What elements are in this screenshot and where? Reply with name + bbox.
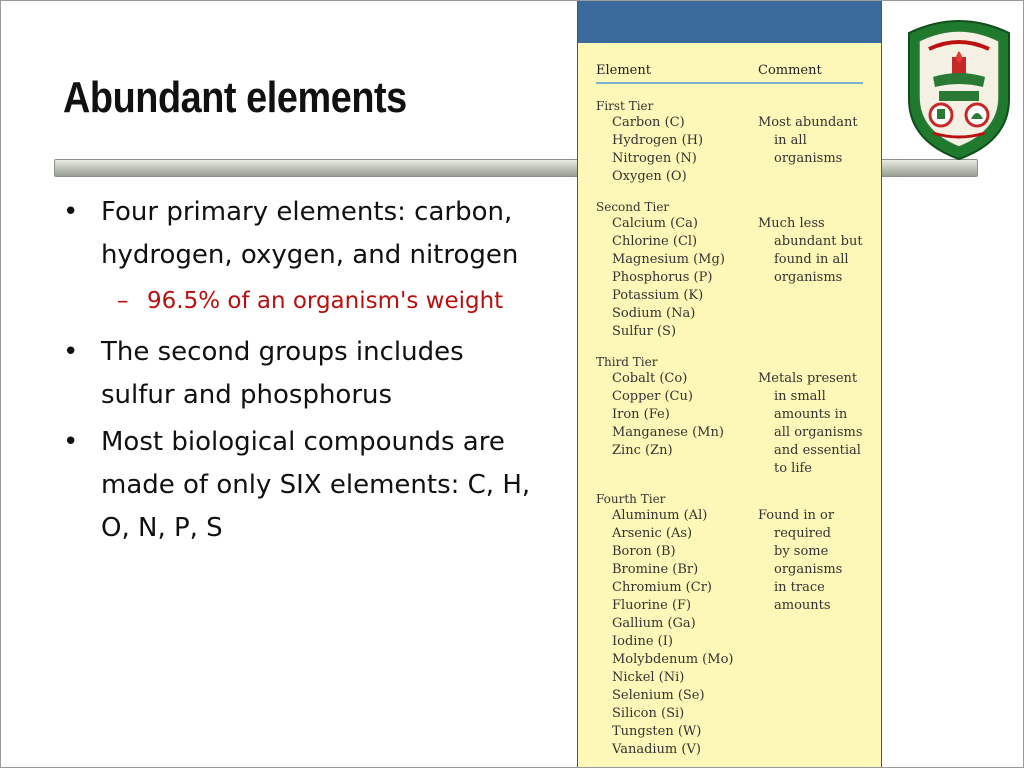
- comment-line: Much less: [758, 216, 825, 231]
- element-name: Copper (Cu): [612, 389, 693, 404]
- element-name: Chlorine (Cl): [612, 234, 698, 249]
- slide-title: Abundant elements: [63, 73, 407, 122]
- comment-line: and essential: [774, 443, 861, 458]
- element-name: Tungsten (W): [612, 724, 702, 739]
- element-name: Zinc (Zn): [612, 443, 673, 458]
- element-name: Carbon (C): [612, 115, 685, 130]
- element-name: Calcium (Ca): [612, 216, 698, 231]
- element-name: Fluorine (F): [612, 598, 692, 613]
- comment-line: to life: [774, 461, 813, 476]
- element-name: Molybdenum (Mo): [612, 652, 734, 667]
- element-name: Phosphorus (P): [612, 270, 713, 285]
- comment-line: found in all: [774, 252, 849, 267]
- comment-line: by some: [774, 544, 829, 559]
- element-table: [577, 1, 882, 768]
- comment-line: Metals present: [758, 371, 858, 386]
- tier-heading: Second Tier: [596, 200, 670, 214]
- element-name: Nitrogen (N): [612, 151, 697, 166]
- table-header-band: [578, 1, 881, 43]
- comment-line: amounts: [774, 598, 831, 613]
- bullet-list: [61, 191, 531, 554]
- bullet-dot-icon: •: [63, 197, 79, 227]
- column-header-element: Element: [596, 63, 651, 78]
- comment-line: organisms: [774, 270, 843, 285]
- header-rule: [596, 82, 863, 84]
- bullet-dot-icon: •: [63, 427, 79, 457]
- element-name: Potassium (K): [612, 288, 704, 303]
- comment-line: in trace: [774, 580, 825, 595]
- bullet-text: Four primary elements: carbon, hydrogen, oxygen, and nitrogen: [101, 197, 519, 270]
- comment-line: organisms: [774, 562, 843, 577]
- element-name: Bromine (Br): [612, 562, 699, 577]
- comment-line: amounts in: [774, 407, 848, 422]
- bullet-item: [61, 191, 531, 277]
- comment-line: in all: [774, 133, 807, 148]
- tier-heading: Fourth Tier: [596, 492, 666, 506]
- element-name: Selenium (Se): [612, 688, 705, 703]
- element-name: Chromium (Cr): [612, 580, 712, 595]
- element-name: Hydrogen (H): [612, 133, 704, 148]
- dash-icon: –: [117, 288, 129, 314]
- bullet-text: Most biological compounds are made of only SIX elements: C, H, O, N, P, S: [101, 427, 531, 543]
- comment-line: organisms: [774, 151, 843, 166]
- element-name: Sodium (Na): [612, 306, 696, 321]
- comment-line: required: [774, 526, 831, 541]
- bullet-text: The second groups includes sulfur and phosphorus: [101, 337, 464, 410]
- element-name: Sulfur (S): [612, 324, 677, 339]
- element-name: Vanadium (V): [612, 742, 701, 757]
- element-name: Silicon (Si): [612, 706, 685, 721]
- element-name: Iodine (I): [612, 634, 673, 649]
- tier-heading: Third Tier: [596, 355, 658, 369]
- sub-bullet-item: [61, 281, 531, 321]
- comment-line: in small: [774, 389, 826, 404]
- comment-line: Most abundant: [758, 115, 858, 130]
- element-name: Cobalt (Co): [612, 371, 688, 386]
- bullet-item: [61, 331, 531, 417]
- comment-line: abundant but: [774, 234, 863, 249]
- tier-heading: First Tier: [596, 99, 654, 113]
- element-name: Gallium (Ga): [612, 616, 696, 631]
- sub-bullet-text: 96.5% of an organism's weight: [147, 288, 504, 314]
- element-name: Oxygen (O): [612, 169, 687, 184]
- element-name: Arsenic (As): [612, 526, 693, 541]
- element-name: Boron (B): [612, 544, 676, 559]
- bullet-dot-icon: •: [63, 337, 79, 367]
- bullet-item: [61, 421, 531, 550]
- element-name: Nickel (Ni): [612, 670, 685, 685]
- column-header-comment: Comment: [758, 63, 822, 78]
- element-name: Iron (Fe): [612, 407, 670, 422]
- element-name: Manganese (Mn): [612, 425, 724, 440]
- university-logo-icon: [903, 11, 1015, 163]
- comment-line: Found in or: [758, 508, 835, 523]
- comment-line: all organisms: [774, 425, 863, 440]
- element-name: Magnesium (Mg): [612, 252, 725, 267]
- element-name: Aluminum (Al): [612, 508, 708, 523]
